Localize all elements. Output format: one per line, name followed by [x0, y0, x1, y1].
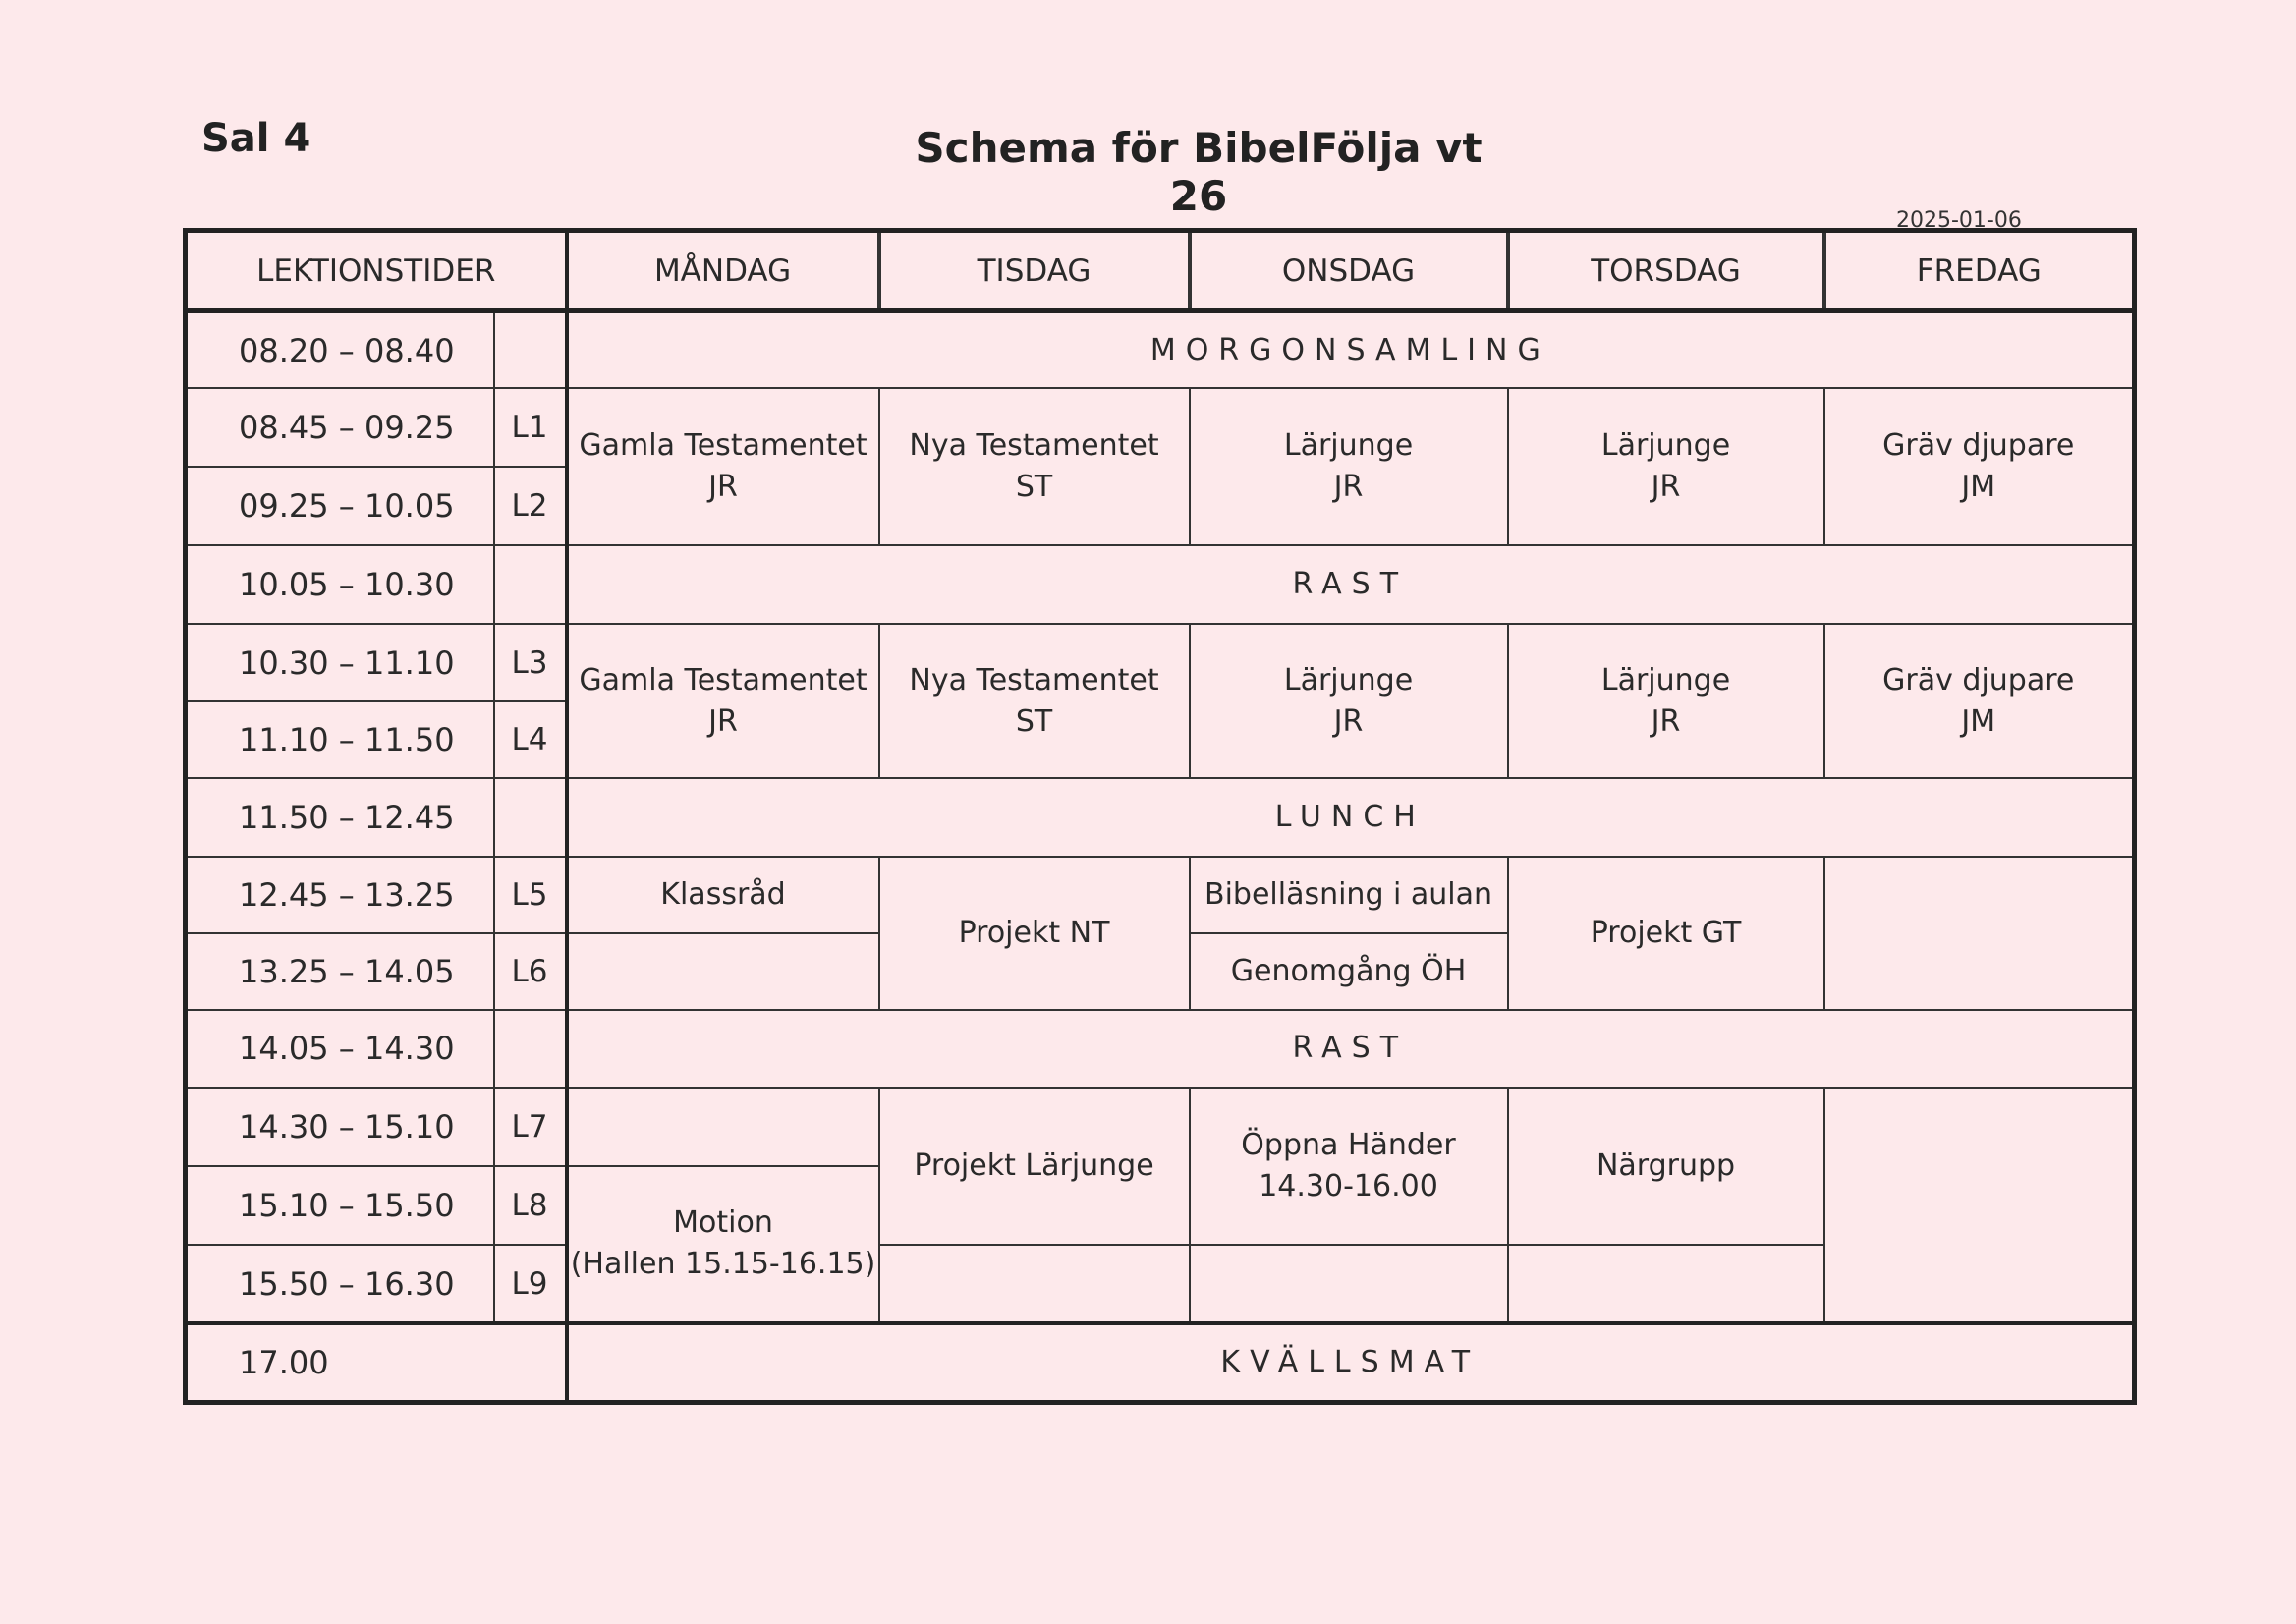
lesson-cell-tuesday: Projekt NT — [879, 857, 1190, 1010]
break-row: RAST — [567, 1010, 2135, 1087]
lesson-cell-monday-bottom-empty — [567, 933, 879, 1010]
day-header-wednesday: ONSDAG — [1190, 231, 1508, 311]
course-name: Lärjunge — [1283, 662, 1414, 698]
lesson-cell-thursday-bottom-empty — [1508, 1245, 1824, 1323]
time-slot: 09.25 – 10.05 — [186, 467, 494, 545]
lesson-label-empty — [494, 545, 567, 624]
time-slot: 08.45 – 09.25 — [186, 388, 494, 467]
activity-time: 14.30-16.00 — [1259, 1168, 1438, 1204]
time-slot: 11.50 – 12.45 — [186, 778, 494, 857]
course-name: Gräv djupare — [1882, 428, 2075, 464]
lesson-cell-wednesday-bottom-empty — [1190, 1245, 1508, 1323]
lesson-cell-thursday — [1508, 388, 1824, 545]
lesson-label: L6 — [494, 933, 567, 1010]
course-name: Gamla Testamentet — [579, 662, 868, 698]
day-header-thursday: TORSDAG — [1508, 231, 1824, 311]
teacher-initials: JR — [708, 470, 738, 505]
teacher-initials: ST — [1015, 470, 1053, 505]
teacher-initials: JM — [1961, 703, 1996, 739]
time-slot: 15.10 – 15.50 — [186, 1166, 494, 1245]
lesson-cell-monday — [567, 388, 879, 545]
room-label: Sal 4 — [201, 116, 311, 161]
day-header-tuesday: TISDAG — [879, 231, 1190, 311]
lesson-label: L1 — [494, 388, 567, 467]
lesson-cell-monday-top-empty — [567, 1088, 879, 1166]
time-slot: 14.05 – 14.30 — [186, 1010, 494, 1087]
dinner-row: KVÄLLSMAT — [567, 1323, 2135, 1402]
course-name: Lärjunge — [1283, 428, 1414, 464]
lesson-label: L2 — [494, 467, 567, 545]
break-row: RAST — [567, 545, 2135, 624]
teacher-initials: JM — [1961, 470, 1996, 505]
teacher-initials: JR — [1651, 703, 1681, 739]
lesson-cell-friday-empty — [1824, 857, 2135, 1010]
activity-name: Motion — [673, 1205, 773, 1241]
lesson-cell-tuesday-bottom-empty — [879, 1245, 1190, 1323]
lesson-cell-monday — [567, 1166, 879, 1323]
course-name: Nya Testamentet — [909, 428, 1159, 464]
lesson-cell-monday-top: Klassråd — [567, 857, 879, 933]
time-slot: 12.45 – 13.25 — [186, 857, 494, 933]
lesson-cell-friday — [1824, 624, 2135, 777]
time-slot: 13.25 – 14.05 — [186, 933, 494, 1010]
lesson-label: L5 — [494, 857, 567, 933]
lesson-cell-thursday: Projekt GT — [1508, 857, 1824, 1010]
lesson-label: L8 — [494, 1166, 567, 1245]
lesson-cell-monday — [567, 624, 879, 777]
lesson-label: L9 — [494, 1245, 567, 1323]
lunch-row: LUNCH — [567, 778, 2135, 857]
course-name: Gamla Testamentet — [579, 428, 868, 464]
lesson-cell-wednesday-top: Bibelläsning i aulan — [1190, 857, 1508, 933]
course-name: Lärjunge — [1600, 428, 1731, 464]
course-name: Lärjunge — [1600, 662, 1731, 698]
document-date: 2025-01-06 — [1896, 208, 2022, 233]
page-title: Schema för BibelFölja vt 26 — [915, 124, 1483, 220]
time-slot: 14.30 – 15.10 — [186, 1088, 494, 1166]
time-slot: 17.00 — [186, 1323, 567, 1402]
time-column-header: LEKTIONSTIDER — [186, 231, 567, 311]
day-header-monday: MÅNDAG — [567, 231, 879, 311]
lesson-cell-thursday — [1508, 624, 1824, 777]
lesson-cell-tuesday — [879, 388, 1190, 545]
teacher-initials: JR — [1333, 703, 1364, 739]
time-slot: 10.05 – 10.30 — [186, 545, 494, 624]
lesson-cell-wednesday — [1190, 624, 1508, 777]
lesson-label-empty — [494, 1010, 567, 1087]
lesson-label-empty — [494, 311, 567, 388]
teacher-initials: ST — [1015, 703, 1053, 739]
lesson-cell-tuesday: Projekt Lärjunge — [879, 1088, 1190, 1245]
time-slot: 10.30 – 11.10 — [186, 624, 494, 700]
teacher-initials: JR — [1333, 470, 1364, 505]
activity-name: Öppna Händer — [1241, 1127, 1456, 1162]
time-slot: 08.20 – 08.40 — [186, 311, 494, 388]
course-name: Nya Testamentet — [909, 662, 1159, 698]
lesson-label: L4 — [494, 701, 567, 778]
time-slot: 15.50 – 16.30 — [186, 1245, 494, 1323]
course-name: Gräv djupare — [1882, 662, 2075, 698]
lesson-label-empty — [494, 778, 567, 857]
schedule-table — [183, 228, 2137, 1405]
time-slot: 11.10 – 11.50 — [186, 701, 494, 778]
lesson-cell-wednesday — [1190, 388, 1508, 545]
lesson-cell-thursday: Närgrupp — [1508, 1088, 1824, 1245]
lesson-cell-wednesday-bottom: Genomgång ÖH — [1190, 933, 1508, 1010]
teacher-initials: JR — [1651, 470, 1681, 505]
day-header-friday: FREDAG — [1824, 231, 2135, 311]
lesson-label: L3 — [494, 624, 567, 700]
lesson-label: L7 — [494, 1088, 567, 1166]
lesson-cell-friday — [1824, 388, 2135, 545]
activity-location: (Hallen 15.15-16.15) — [570, 1247, 876, 1282]
morning-assembly-row: MORGONSAMLING — [567, 311, 2135, 388]
lesson-cell-tuesday — [879, 624, 1190, 777]
lesson-cell-friday-empty — [1824, 1088, 2135, 1324]
lesson-cell-wednesday — [1190, 1088, 1508, 1245]
teacher-initials: JR — [708, 703, 738, 739]
